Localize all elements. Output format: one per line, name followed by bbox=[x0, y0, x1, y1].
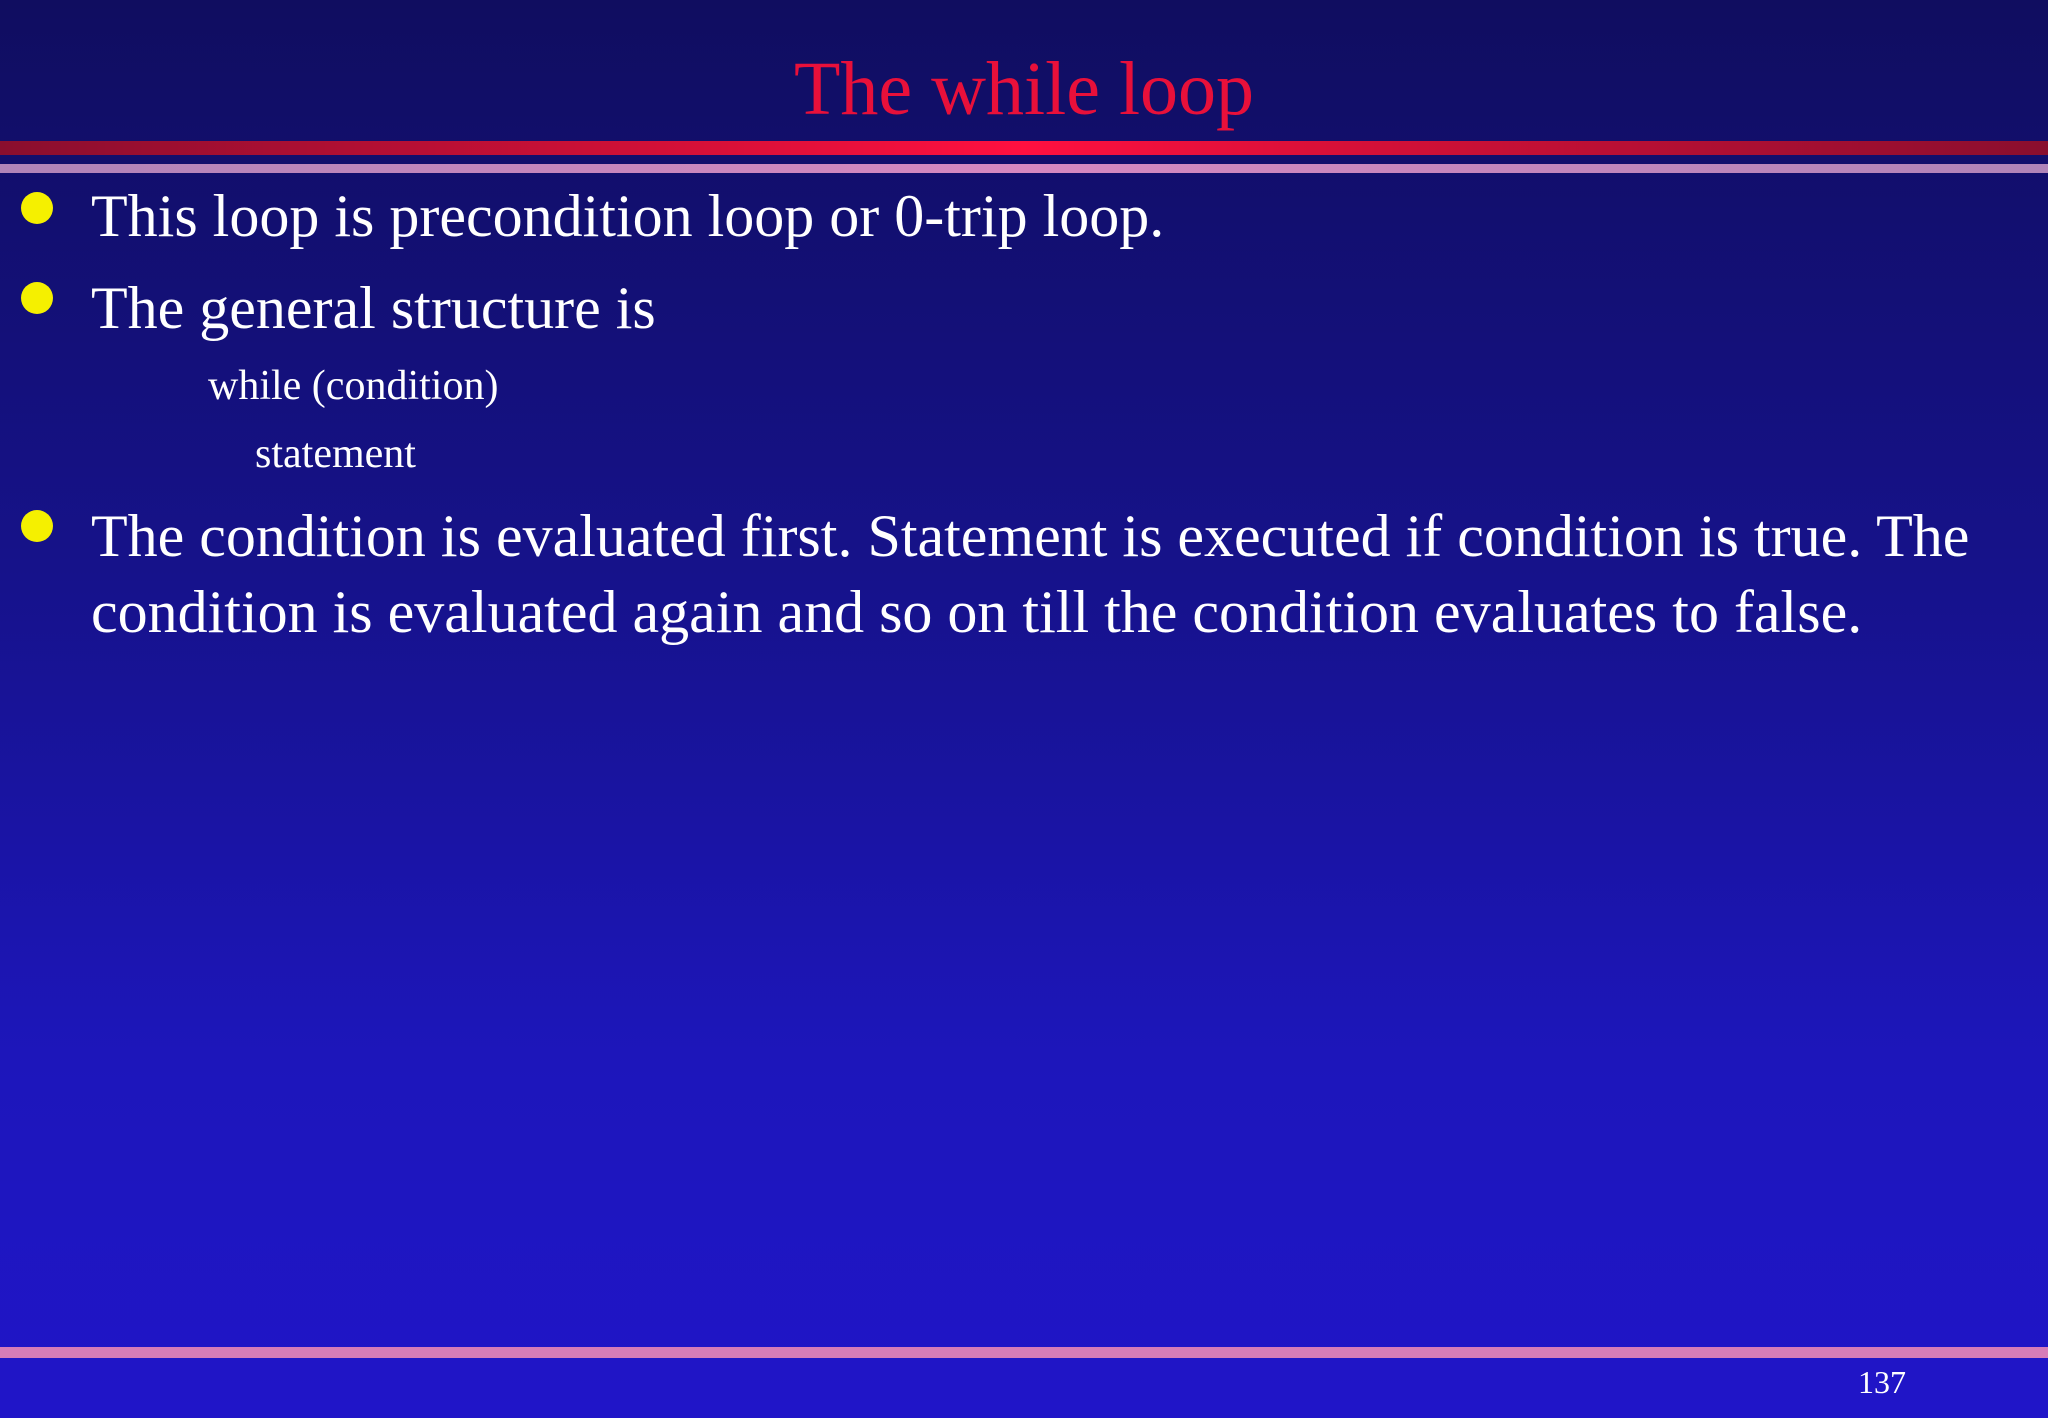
slide-title: The while loop bbox=[793, 47, 1255, 131]
title-divider-red bbox=[0, 141, 2048, 155]
page-number: 137 bbox=[1858, 1364, 1906, 1400]
title-divider-pink bbox=[0, 164, 2048, 173]
footer-divider bbox=[0, 1347, 2048, 1358]
bullet-dot-icon bbox=[21, 510, 53, 542]
bullet-dot-icon bbox=[21, 192, 53, 224]
code-line-statement: statement bbox=[255, 431, 416, 477]
bullet-dot-icon bbox=[21, 282, 53, 314]
bullet-text: The condition is evaluated first. Statement is executed if condition is true. The condition is evaluated again and so on till the condition evaluates to false. bbox=[91, 503, 1970, 645]
bullet-text: The general structure is bbox=[91, 275, 656, 341]
bullet-text: This loop is precondition loop or 0-trip loop. bbox=[91, 183, 1165, 249]
code-line-while: while (condition) bbox=[208, 363, 499, 409]
